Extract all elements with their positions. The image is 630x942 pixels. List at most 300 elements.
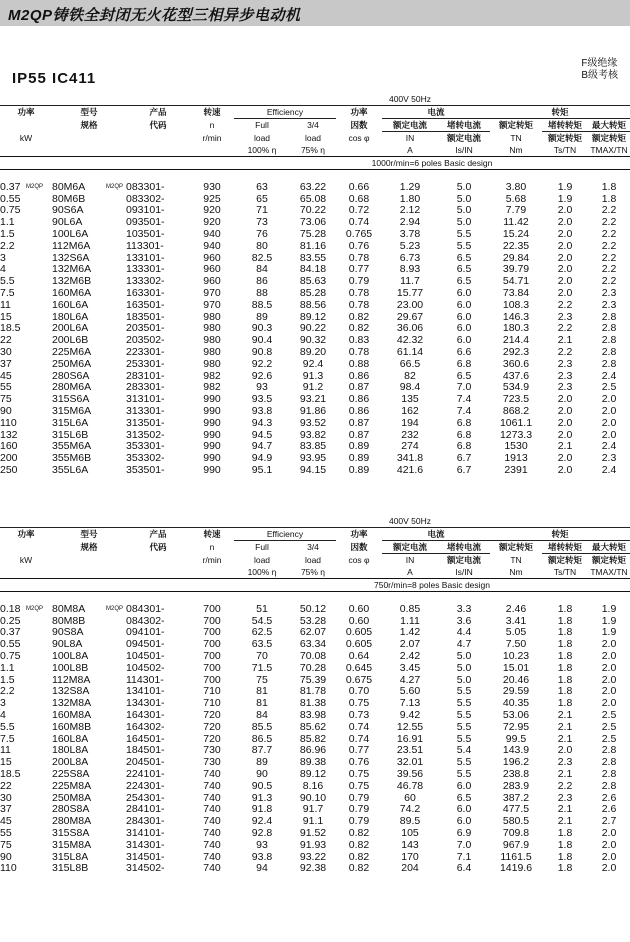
power-value: 22 (0, 335, 12, 347)
eff-34-value: 53.28 (299, 615, 327, 627)
locked-current-value: 6.0 (456, 311, 472, 323)
eff-full-value: 93 (256, 382, 268, 394)
table-row (0, 863, 630, 875)
rated-torque-symbol: TN (510, 554, 522, 565)
eff-full-value: 90.4 (251, 335, 273, 347)
power-factor-value: 0.82 (348, 323, 370, 335)
locked-current-value: 7.4 (456, 405, 472, 417)
power-prefix: M2QP (26, 183, 44, 190)
power-prefix (26, 205, 52, 217)
locked-torque-value: 2.0 (557, 276, 573, 288)
max-torque-value: 2.4 (601, 464, 617, 476)
power-prefix (26, 276, 52, 288)
model-value: 180L8A (52, 745, 89, 757)
rated-torque-value: 7.79 (505, 205, 527, 217)
max-torque-sub: 额定转矩 (592, 555, 627, 565)
locked-torque-value: 2.2 (557, 346, 573, 358)
power-factor-value: 0.74 (348, 733, 370, 745)
power-factor-value: 0.77 (348, 745, 370, 757)
power-prefix (26, 722, 52, 734)
power-factor-value: 0.60 (348, 615, 370, 627)
table-row (0, 710, 630, 722)
max-torque-value: 2.0 (601, 686, 617, 698)
power-prefix (26, 241, 52, 253)
power-prefix (26, 253, 52, 265)
power-prefix (26, 804, 52, 816)
power-prefix (26, 863, 52, 875)
eff-full-value: 73 (256, 217, 268, 229)
speed-value: 740 (203, 792, 221, 804)
power-prefix (26, 217, 52, 229)
eff-34-header: 3/4 (307, 542, 319, 553)
power-value: 37 (0, 804, 12, 816)
max-torque-value: 2.2 (601, 276, 617, 288)
model-value: 160L8A (52, 733, 89, 745)
rated-current-value: 162 (401, 405, 419, 417)
max-torque-value: 2.3 (601, 299, 617, 311)
eff-full-value: 80 (256, 240, 268, 252)
table-row (0, 300, 630, 312)
model-value: 200L8A (52, 757, 89, 769)
speed-value: 700 (203, 662, 221, 674)
model-value: 200L6B (52, 335, 89, 347)
model-prefix (106, 769, 126, 781)
max-torque-value: 2.5 (601, 733, 617, 745)
rated-current-value: 15.77 (396, 287, 424, 299)
insulation-test: B级考核 (581, 70, 618, 81)
efficiency-header: Efficiency (234, 528, 336, 541)
locked-torque-value: 2.2 (557, 323, 573, 335)
speed-value: 990 (203, 405, 221, 417)
power-factor-sub-header: 因数 (350, 120, 368, 130)
power-value: 30 (0, 792, 12, 804)
spacer (336, 566, 382, 579)
model-value: 315S6A (52, 394, 90, 406)
max-torque-value: 2.8 (601, 323, 617, 335)
model-prefix (106, 323, 126, 335)
table-row (0, 675, 630, 687)
rated-torque-value: 7.50 (505, 639, 527, 651)
title-bar (0, 0, 630, 26)
eff-full-value: 63.5 (251, 639, 273, 651)
power-value: 2.2 (0, 686, 15, 698)
eff-full-value: 92.8 (251, 827, 273, 839)
model-value: 315L6A (52, 417, 89, 429)
model-prefix (106, 804, 126, 816)
locked-current-value: 6.5 (456, 370, 472, 382)
eff-full-value: 92.4 (251, 816, 273, 828)
power-value: 75 (0, 839, 12, 851)
locked-torque-value: 1.8 (557, 603, 573, 615)
model-prefix (106, 229, 126, 241)
locked-torque-value: 2.2 (557, 780, 573, 792)
product-code: 134301- (126, 698, 165, 710)
rated-torque-value: 967.9 (502, 839, 530, 851)
power-factor-value: 0.70 (348, 686, 370, 698)
speed-value: 710 (203, 698, 221, 710)
model-value: 100L6A (52, 228, 89, 240)
eff-full-header: Full (255, 120, 269, 131)
locked-torque-value: 2.1 (557, 816, 573, 828)
eff-full-value: 87.7 (251, 745, 273, 757)
power-value: 0.25 (0, 615, 21, 627)
table-row (0, 639, 630, 651)
power-value: 15 (0, 311, 12, 323)
eff-full-value: 92.6 (251, 370, 273, 382)
locked-torque-value: 1.8 (557, 639, 573, 651)
locked-current-value: 4.7 (456, 639, 472, 651)
eff-full-header: Full (255, 542, 269, 553)
eff-34-value: 90.10 (299, 792, 327, 804)
rated-torque-value: 29.84 (502, 252, 530, 264)
max-torque-value: 2.8 (601, 780, 617, 792)
max-torque-value: 2.0 (601, 863, 617, 875)
speed-value: 740 (203, 804, 221, 816)
power-prefix (26, 816, 52, 828)
locked-torque-value: 2.0 (557, 205, 573, 217)
eff-full-value: 94 (256, 863, 268, 875)
model-prefix (106, 406, 126, 418)
rated-current-value: 66.5 (399, 358, 421, 370)
rated-torque-value: 1913 (504, 453, 528, 465)
rated-torque-symbol: TN (510, 132, 522, 143)
page-title: M2QP铸铁全封闭无火花型三相异步电动机 (8, 7, 301, 24)
product-code: 104502- (126, 662, 165, 674)
eff-34-value: 81.16 (299, 240, 327, 252)
eff-34-value: 89.12 (299, 311, 327, 323)
model-prefix (106, 616, 126, 628)
power-value: 55 (0, 382, 12, 394)
rated-torque-value: 3.80 (505, 181, 527, 193)
speed-value: 990 (203, 441, 221, 453)
eff-full-value: 81 (256, 698, 268, 710)
power-factor-value: 0.73 (348, 709, 370, 721)
rated-torque-value: 15.01 (502, 662, 530, 674)
rated-current-symbol: IN (405, 133, 415, 143)
product-header: 产品 (149, 107, 167, 118)
eff-34-value: 85.62 (299, 721, 327, 733)
eff-34-value: 65.08 (299, 193, 327, 205)
eff-full-value: 84 (256, 264, 268, 276)
product-code: 314502- (126, 863, 165, 875)
rated-current-value: 36.06 (396, 323, 424, 335)
max-torque-value: 2.0 (601, 394, 617, 406)
product-sub-header: 代码 (149, 542, 167, 552)
product-code: 203501- (126, 323, 165, 335)
max-torque-header: 最大转矩 (588, 119, 630, 132)
product-code: 163501- (126, 299, 165, 311)
max-torque-value: 2.5 (601, 721, 617, 733)
model-value: 315L8A (52, 851, 89, 863)
eff-full-value: 86 (256, 276, 268, 288)
eff-34-value: 89.12 (299, 768, 327, 780)
rated-torque-value: 1061.1 (499, 417, 533, 429)
max-torque-value: 2.8 (601, 745, 617, 757)
speed-value: 740 (203, 863, 221, 875)
locked-torque-value: 2.1 (557, 709, 573, 721)
rated-torque-value: 10.23 (502, 650, 530, 662)
locked-torque-value: 2.1 (557, 733, 573, 745)
product-code: 164301- (126, 709, 165, 721)
eff-full-value: 93 (256, 839, 268, 851)
eff-34-value: 94.15 (299, 464, 327, 476)
table-row (0, 465, 630, 477)
speed-value: 960 (203, 264, 221, 276)
power-prefix (26, 394, 52, 406)
table-row (0, 406, 630, 418)
power-factor-value: 0.64 (348, 650, 370, 662)
locked-torque-sub: 额定转矩 (547, 555, 582, 565)
max-torque-header: 最大转矩 (588, 541, 630, 554)
eff-34-value: 93.95 (299, 453, 327, 465)
eff-full-value: 54.5 (251, 615, 273, 627)
power-prefix (26, 264, 52, 276)
spacer (0, 144, 234, 157)
power-value: 0.55 (0, 193, 21, 205)
speed-value: 940 (203, 240, 221, 252)
model-prefix (106, 757, 126, 769)
model-prefix (106, 347, 126, 359)
speed-symbol: n (209, 542, 215, 552)
product-code: 283101- (126, 370, 165, 382)
rated-torque-value: 477.5 (502, 804, 530, 816)
rated-current-value: 46.78 (396, 780, 424, 792)
rated-torque-value: 360.6 (502, 358, 530, 370)
power-value: 7.5 (0, 733, 15, 745)
spec-table-8-poles (0, 515, 630, 875)
locked-current-value: 6.0 (456, 816, 472, 828)
model-prefix (106, 359, 126, 371)
model-value: 225M8A (52, 780, 92, 792)
rated-current-value: 341.8 (396, 453, 424, 465)
rated-current-value: 82 (404, 370, 416, 382)
speed-value: 970 (203, 299, 221, 311)
spacer (0, 566, 234, 579)
table-row (0, 453, 630, 465)
model-value: 132M8A (52, 698, 92, 710)
max-torque-value: 2.8 (601, 335, 617, 347)
power-factor-header: 功率 (350, 107, 368, 118)
eff-34-percent: 75% η (290, 144, 336, 157)
eff-34-value: 93.22 (299, 851, 327, 863)
locked-current-value: 5.4 (456, 745, 472, 757)
model-prefix (106, 816, 126, 828)
locked-current-header: 堵转电流 (438, 541, 490, 554)
locked-current-value: 5.5 (456, 686, 472, 698)
power-prefix: M2QP (26, 605, 44, 612)
power-prefix (26, 194, 52, 206)
eff-34-value: 91.86 (299, 405, 327, 417)
eff-34-value: 83.85 (299, 441, 327, 453)
eff-full-value: 71.5 (251, 662, 273, 674)
power-value: 5.5 (0, 276, 15, 288)
product-code: 093501- (126, 217, 165, 229)
speed-value: 980 (203, 358, 221, 370)
table-row (0, 323, 630, 335)
rated-current-value: 1.80 (399, 193, 421, 205)
rated-current-value: 29.67 (396, 311, 424, 323)
eff-full-value: 89 (256, 311, 268, 323)
model-prefix (106, 371, 126, 383)
model-value: 100L8A (52, 650, 89, 662)
product-code: 284101- (126, 804, 165, 816)
power-value: 7.5 (0, 287, 15, 299)
locked-current-value: 5.5 (456, 768, 472, 780)
locked-torque-value: 2.2 (557, 299, 573, 311)
locked-current-value: 7.0 (456, 839, 472, 851)
power-prefix (26, 627, 52, 639)
rated-torque-value: 868.2 (502, 405, 530, 417)
speed-header: 转速 (203, 107, 221, 118)
table-row (0, 722, 630, 734)
locked-torque-value: 2.3 (557, 757, 573, 769)
torque-header: 转矩 (490, 528, 630, 541)
spacer (0, 157, 234, 170)
eff-34-value: 91.1 (302, 816, 324, 828)
rated-current-value: 8.93 (399, 264, 421, 276)
power-prefix (26, 229, 52, 241)
eff-34-value: 91.52 (299, 827, 327, 839)
table-row (0, 840, 630, 852)
product-code: 133302- (126, 276, 165, 288)
eff-34-value: 86.96 (299, 745, 327, 757)
eff-full-value: 94.9 (251, 453, 273, 465)
table-row (0, 288, 630, 300)
model-prefix (106, 722, 126, 734)
power-factor-value: 0.87 (348, 382, 370, 394)
product-code: 184501- (126, 745, 165, 757)
power-value: 11 (0, 745, 11, 757)
power-factor-value: 0.76 (348, 757, 370, 769)
product-code: 163301- (126, 287, 165, 299)
rated-current-value: 2.42 (399, 650, 421, 662)
table-row (0, 217, 630, 229)
power-value: 45 (0, 816, 12, 828)
power-factor-value: 0.86 (348, 394, 370, 406)
power-prefix (26, 418, 52, 430)
max-torque-value: 2.7 (601, 816, 617, 828)
power-factor-value: 0.76 (348, 240, 370, 252)
power-prefix (26, 793, 52, 805)
speed-value: 960 (203, 252, 221, 264)
speed-value: 970 (203, 287, 221, 299)
power-value: 90 (0, 405, 12, 417)
power-factor-value: 0.79 (348, 816, 370, 828)
locked-torque-value: 2.1 (557, 335, 573, 347)
locked-current-value: 7.1 (456, 851, 472, 863)
locked-torque-sub: 额定转矩 (547, 133, 582, 143)
rated-current-value: 98.4 (399, 382, 421, 394)
eff-34-value: 85.28 (299, 287, 327, 299)
locked-torque-value: 2.0 (557, 464, 573, 476)
locked-current-value: 6.0 (456, 804, 472, 816)
max-torque-value: 2.0 (601, 662, 617, 674)
rated-current-value: 16.91 (396, 733, 424, 745)
power-factor-value: 0.77 (348, 264, 370, 276)
locked-current-value: 6.6 (456, 346, 472, 358)
locked-torque-value: 2.3 (557, 382, 573, 394)
speed-symbol: n (209, 120, 215, 130)
model-prefix (106, 205, 126, 217)
model-prefix (106, 627, 126, 639)
speed-value: 740 (203, 851, 221, 863)
product-code: 104501- (126, 650, 165, 662)
locked-current-value: 3.3 (456, 603, 472, 615)
power-prefix (26, 745, 52, 757)
rated-torque-value: 1530 (504, 441, 528, 453)
locked-torque-value: 2.0 (557, 745, 573, 757)
model-value: 225M6A (52, 346, 92, 358)
eff-full-value: 93.5 (251, 394, 273, 406)
rated-torque-value: 180.3 (502, 323, 530, 335)
model-value: 250M6A (52, 358, 92, 370)
eff-34-value: 91.93 (299, 839, 327, 851)
speed-value: 730 (203, 757, 221, 769)
speed-value: 980 (203, 323, 221, 335)
power-factor-value: 0.79 (348, 804, 370, 816)
rated-current-value: 7.13 (399, 698, 421, 710)
table-row (0, 182, 630, 194)
power-factor-value: 0.82 (348, 839, 370, 851)
eff-34-load: load (304, 132, 322, 143)
locked-torque-value: 2.3 (557, 311, 573, 323)
power-factor-value: 0.78 (348, 299, 370, 311)
power-prefix (26, 663, 52, 675)
model-header: 型号 (80, 107, 98, 118)
speed-value: 740 (203, 780, 221, 792)
rated-current-value: 232 (401, 429, 419, 441)
table-row (0, 793, 630, 805)
rated-current-header: 额定电流 (382, 541, 438, 554)
model-value: 280S8A (52, 804, 90, 816)
power-prefix (26, 430, 52, 442)
power-factor-value: 0.79 (348, 792, 370, 804)
speed-value: 925 (203, 193, 221, 205)
power-prefix (26, 769, 52, 781)
eff-full-value: 51 (256, 603, 268, 615)
power-prefix (26, 323, 52, 335)
rated-current-value: 61.14 (396, 346, 424, 358)
locked-current-value: 6.0 (456, 323, 472, 335)
eff-34-value: 70.28 (299, 662, 327, 674)
rated-torque-value: 22.35 (502, 240, 530, 252)
power-value: 132 (0, 429, 18, 441)
eff-full-value: 90.8 (251, 346, 273, 358)
max-torque-value: 2.8 (601, 358, 617, 370)
power-value: 15 (0, 757, 12, 769)
locked-current-value: 7.0 (456, 382, 472, 394)
spacer (0, 93, 190, 106)
table-row (0, 745, 630, 757)
table-row (0, 430, 630, 442)
model-prefix (106, 382, 126, 394)
locked-current-value: 5.0 (456, 181, 472, 193)
power-factor-value: 0.87 (348, 429, 370, 441)
max-torque-value: 2.8 (601, 311, 617, 323)
model-prefix (106, 734, 126, 746)
model-value: 112M8A (52, 674, 91, 686)
product-code: 313301- (126, 405, 165, 417)
eff-34-value: 85.63 (299, 276, 327, 288)
power-factor-value: 0.675 (345, 674, 373, 686)
power-prefix (26, 441, 52, 453)
product-code: 133301- (126, 264, 165, 276)
model-prefix (106, 217, 126, 229)
speed-value: 980 (203, 346, 221, 358)
eff-34-value: 88.56 (299, 299, 327, 311)
locked-torque-value: 2.1 (557, 441, 573, 453)
locked-current-sub: 额定电流 (446, 133, 481, 143)
